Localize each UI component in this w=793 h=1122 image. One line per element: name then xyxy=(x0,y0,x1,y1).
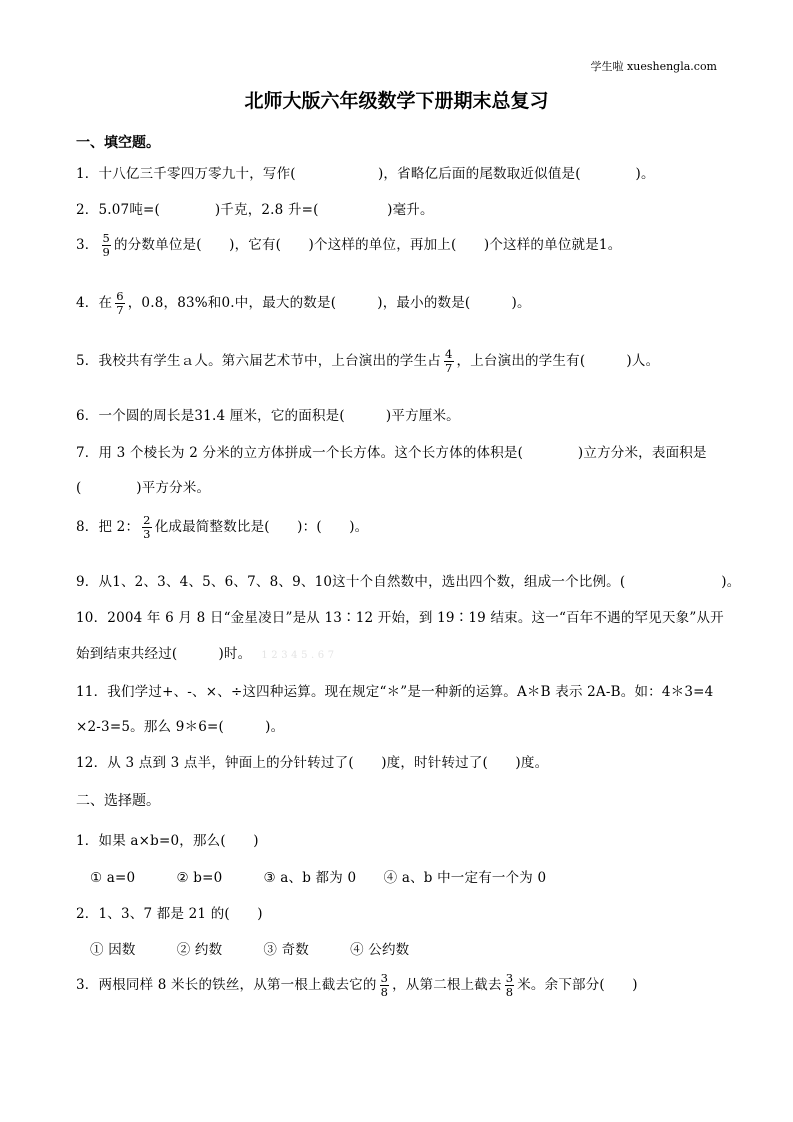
numerator: 5 xyxy=(102,231,111,245)
denominator: 7 xyxy=(445,361,453,375)
fraction xyxy=(444,348,454,375)
numerator: 3 xyxy=(505,971,514,985)
question-6: 6．一个圆的周长是31.4 厘米，它的面积是( )平方厘米。 xyxy=(76,408,460,424)
question-12: 12．从 3 点到 3 点半，钟面上的分针转过了( )度，时针转过了( )度。 xyxy=(76,755,549,771)
question-5-text: ，上台演出的学生有( )人。 xyxy=(456,353,660,369)
question-11-line-1: 11．我们学过+、-、×、÷这四种运算。现在规定“＊”是一种新的运算。A＊B 表示 2A-B。如：4＊3=4 xyxy=(76,684,714,700)
question-4-prefix: 4．在 xyxy=(76,295,113,311)
denominator: 8 xyxy=(380,985,389,999)
question-1: 1．十八亿三千零四万零九十，写作( )，省略亿后面的尾数取近似值是( )。 xyxy=(76,166,655,182)
question-7-line-1: 7．用 3 个棱长为 2 分米的立方体拼成一个长方体。这个长方体的体积是( )立方分米，表面积是 xyxy=(76,445,707,461)
numerator: 6 xyxy=(116,289,124,303)
question-11-line-2: ×2-3=5。那么 9＊6=( )。 xyxy=(76,719,285,735)
denominator: 8 xyxy=(505,985,514,999)
question-9: 9．从1、2、3、4、5、6、7、8、9、10这十个自然数中，选出四个数，组成一个比例。( )。 xyxy=(76,574,741,590)
numerator: 4 xyxy=(445,347,453,361)
question-8 xyxy=(76,514,368,541)
page-title: 北师大版六年级数学下册期末总复习 xyxy=(244,90,549,112)
fraction xyxy=(505,972,515,999)
choice-1-options: ① a=0 ② b=0 ③ a、b 都为 0 ④ a、b 中一定有一个为 0 xyxy=(90,870,547,886)
question-5 xyxy=(76,348,659,375)
section-heading-fill-blank: 一、填空题。 xyxy=(76,135,160,151)
fraction xyxy=(142,514,152,541)
choice-2-options: ① 因数 ② 约数 ③ 奇数 ④ 公约数 xyxy=(90,942,410,958)
denominator: 3 xyxy=(143,527,151,541)
question-10-line-2 xyxy=(76,642,334,662)
choice-2: 2．1、3、7 都是 21 的( ) xyxy=(76,906,263,922)
site-header: 学生啦 xueshengla.com xyxy=(590,60,717,73)
choice-3-middle: ，从第二根上截去 xyxy=(392,977,502,993)
choice-3-suffix: 米。余下部分( ) xyxy=(517,977,638,993)
fraction xyxy=(102,232,112,259)
question-7-line-2: ( )平方分米。 xyxy=(76,480,211,496)
numerator: 2 xyxy=(143,513,151,527)
denominator: 9 xyxy=(102,245,111,259)
question-4 xyxy=(76,290,531,317)
question-10-line-1: 10．2004 年 6 月 8 日“金星凌日”是从 13∶12 开始，到 19∶19 结束。这一“百年不遇的罕见天象”从开 xyxy=(76,610,724,626)
denominator: 7 xyxy=(116,303,124,317)
fraction xyxy=(380,972,390,999)
question-3-text: 的分数单位是( )，它有( )个这样的单位，再加上( )个这样的单位就是1。 xyxy=(114,237,622,253)
fraction xyxy=(115,290,125,317)
choice-3-prefix: 3．两根同样 8 米长的铁丝，从第一根上截去它的 xyxy=(76,977,377,993)
question-2: 2．5.07吨=( )千克，2.8 升=( )毫升。 xyxy=(76,202,434,218)
question-8-prefix: 8．把 2： xyxy=(76,519,140,535)
choice-3 xyxy=(76,972,638,999)
question-3 xyxy=(76,232,621,259)
question-10-text: 始到结束共经过( )时。 xyxy=(76,646,252,662)
question-5-prefix: 5．我校共有学生ａ人。第六届艺术节中，上台演出的学生占 xyxy=(76,353,441,369)
section-heading-choice: 二、选择题。 xyxy=(76,793,160,809)
question-8-text: 化成最简整数比是( )：( )。 xyxy=(154,519,369,535)
numerator: 3 xyxy=(380,971,389,985)
question-3-prefix: 3． xyxy=(76,237,99,253)
faint-watermark-text: 1 2 3 4 5 . 6 7 xyxy=(261,650,335,661)
question-4-text: ，0.8，83%和0.中，最大的数是( )，最小的数是( )。 xyxy=(127,295,531,311)
choice-1: 1．如果 a×b=0，那么( ) xyxy=(76,833,259,849)
